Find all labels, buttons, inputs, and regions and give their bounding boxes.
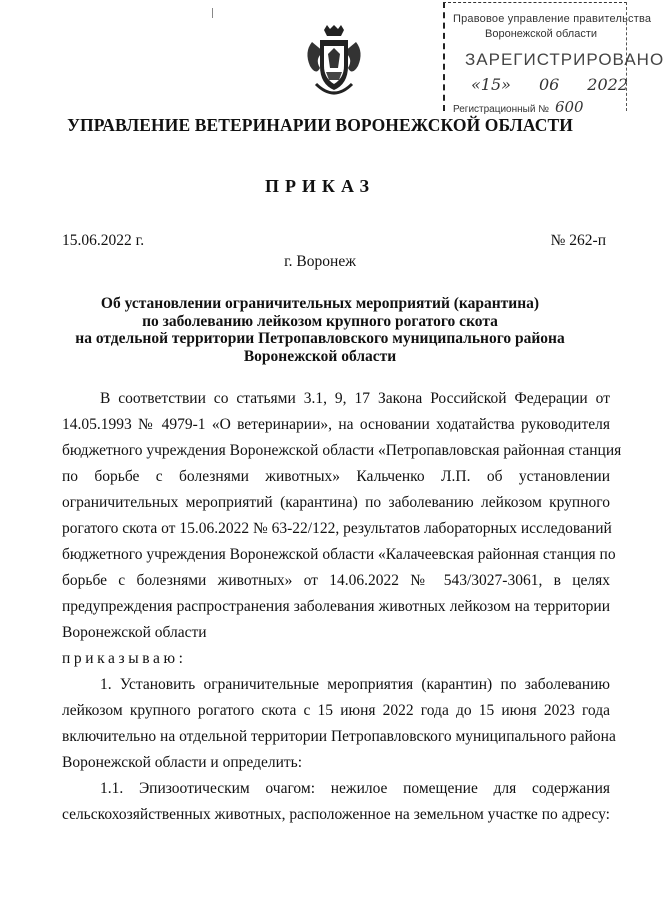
stamp-line-1: Правовое управление правительства bbox=[453, 13, 652, 25]
body-line: по борьбе с болезнями животных» Кальченко Л.П. об установлении bbox=[62, 468, 610, 485]
title-line: Об установлении ограничительных мероприятий (карантина) bbox=[100, 295, 540, 312]
title-line: по заболеванию лейкозом крупного рогатого скота bbox=[142, 312, 498, 330]
document-date: 15.06.2022 г. bbox=[62, 232, 145, 249]
stamp-number-label: Регистрационный № bbox=[453, 104, 549, 115]
body-line: сельскохозяйственных животных, расположенное на земельном участке по адресу: bbox=[62, 806, 610, 823]
body-line: Воронежской области и определить: bbox=[62, 754, 303, 771]
clause-1: 1. Установить ограничительные мероприятия (карантин) по заболеванию bbox=[100, 676, 610, 693]
document-city: г. Воронеж bbox=[284, 253, 356, 270]
organization-title: УПРАВЛЕНИЕ ВЕТЕРИНАРИИ ВОРОНЕЖСКОЙ ОБЛАСТИ bbox=[67, 115, 573, 135]
body-line: предупреждения распространения заболевания животных лейкозом на территории bbox=[62, 598, 610, 615]
body-line: ограничительных мероприятий (карантина) по заболеванию лейкозом крупного bbox=[62, 494, 610, 511]
title-line: на отдельной территории Петропавловского муниципального района bbox=[75, 330, 565, 347]
stamp-number: 600 bbox=[554, 98, 584, 116]
order-word: приказываю: bbox=[62, 650, 187, 667]
body-line: В соответствии со статьями 3.1, 9, 17 Закона Российской Федерации от bbox=[100, 390, 610, 407]
document-body bbox=[62, 0, 622, 905]
document-type: ПРИКАЗ bbox=[264, 176, 376, 196]
stamp-line-2: Воронежской области bbox=[485, 28, 598, 40]
body-line: Воронежской области bbox=[62, 624, 207, 641]
body-line: включительно на отдельной территории Петропавловского муниципального района bbox=[62, 728, 616, 745]
body-line: бюджетного учреждения Воронежской области «Калачеевская районная станция по bbox=[62, 546, 616, 563]
body-line: борьбе с болезнями животных» от 14.06.2022 № 543/3027-3061, в целях bbox=[62, 572, 610, 589]
stamp-registered: ЗАРЕГИСТРИРОВАНО bbox=[465, 50, 664, 69]
body-line: лейкозом крупного рогатого скота с 15 июня 2022 года до 15 июня 2023 года bbox=[62, 702, 610, 719]
body-line: 14.05.1993 № 4979-1 «О ветеринарии», на основании ходатайства руководителя bbox=[62, 416, 610, 433]
stamp-year: 2022 bbox=[587, 75, 629, 94]
document-number: № 262-п bbox=[550, 232, 606, 249]
title-line: Воронежской области bbox=[243, 347, 397, 365]
stamp-day: «15» bbox=[471, 75, 511, 94]
body-line: бюджетного учреждения Воронежской области «Петропавловская районная станция bbox=[62, 442, 622, 459]
body-line: рогатого скота от 15.06.2022 № 63-22/122, результатов лабораторных исследований bbox=[62, 520, 612, 537]
clause-1-1: 1.1. Эпизоотическим очагом: нежилое помещение для содержания bbox=[100, 780, 610, 797]
stamp-month: 06 bbox=[538, 75, 560, 94]
